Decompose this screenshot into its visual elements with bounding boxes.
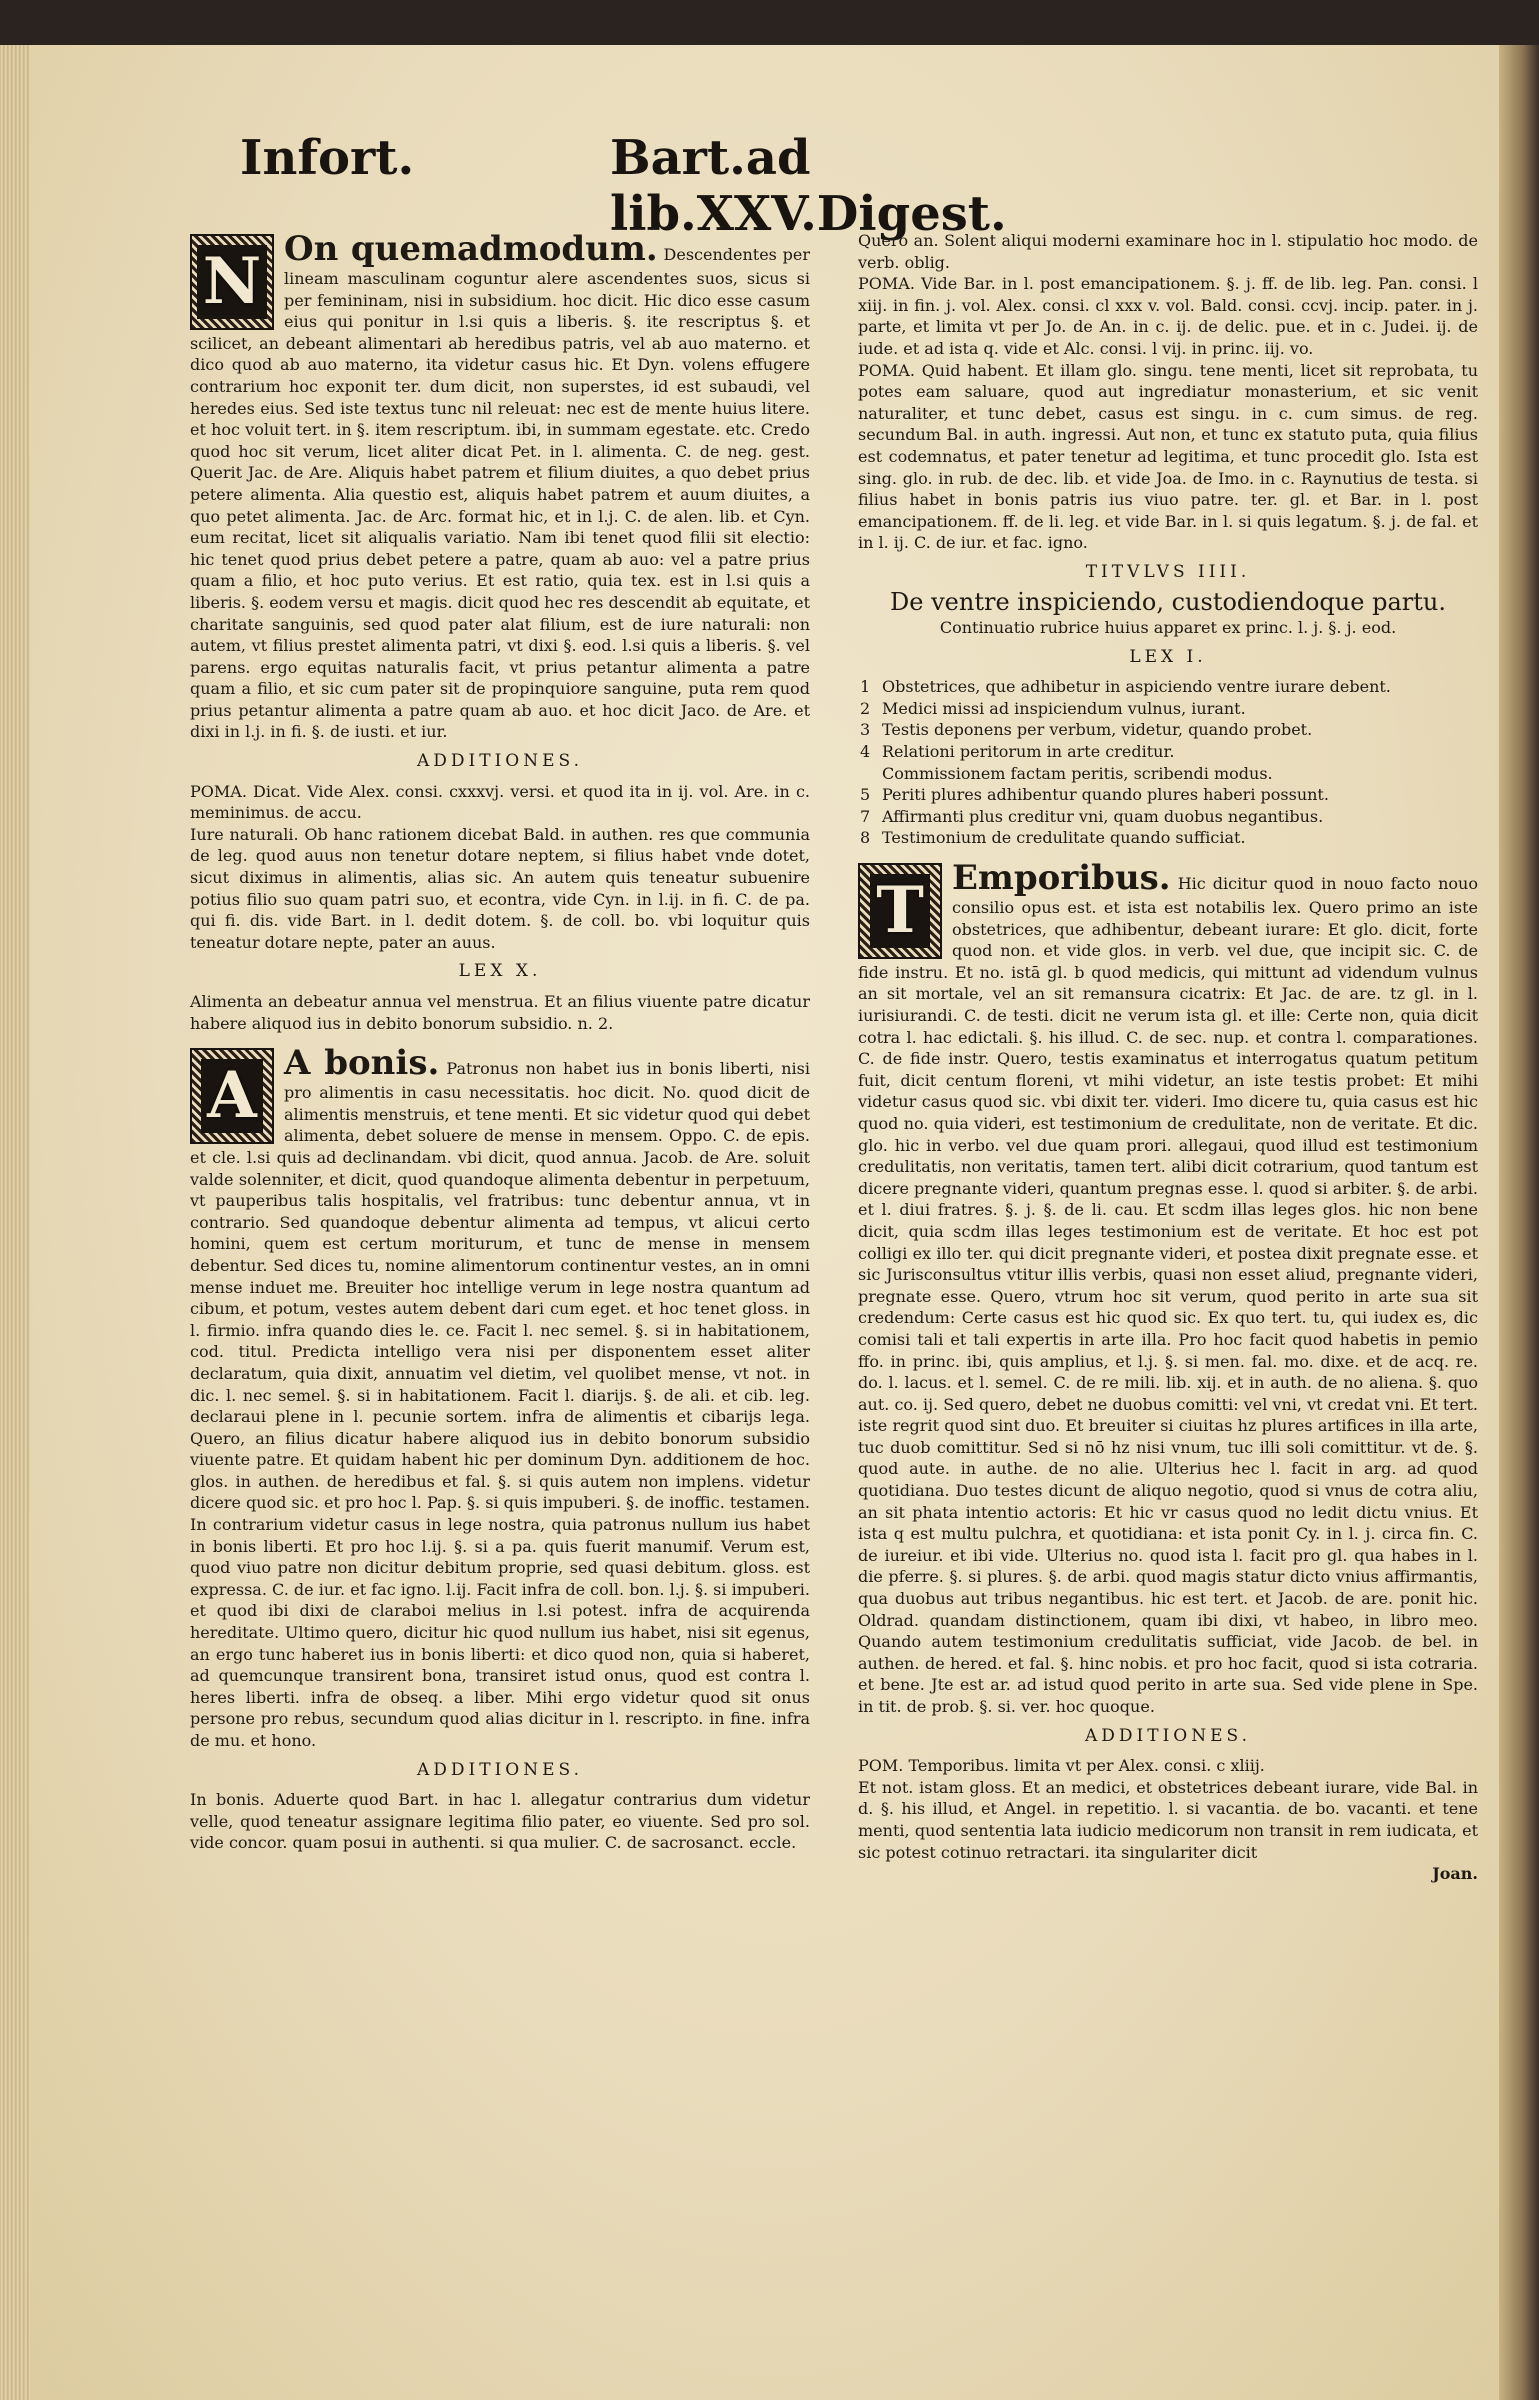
summary-text: Periti plures adhibentur quando plures haberi possunt.: [882, 785, 1329, 805]
incipit-paragraph-3: [858, 859, 1478, 1718]
incipit-word-2: A bonis.: [284, 1043, 440, 1084]
addition-poma-2: POMA. Quid habent. Et illam glo. singu. tene menti, licet sit reprobata, tu potes eam saluare, quod aut ingrediatur monasterium, et sic venit naturaliter, et tunc debet, casus est singu. in c. cum simus. de reg. secundum Bal. in auth. ingressi. Aut non, et tunc ex statuto puta, quia filius est codemnatus, et pater tenetur ad legitima, et tunc procedit glo. Ista est sing. glo. in rub. de dec. lib. et vide Joa. de Imo. in c. Raynutius de testa. si filius habet in bonis patris ius viuo patre. ter. gl. et Bar. in l. post emancipationem. ff. de li. leg. et vide Bar. in l. si quis legatum. §. j. de fal. et in l. ij. C. de iur. et fac. igno.: [858, 360, 1478, 553]
summary-item: [858, 698, 1478, 720]
summary-number: 7: [860, 806, 871, 826]
addition-b-2: Et not. istam gloss. Et an medici, et obstetrices debeant iurare, vide Bal. in d. §. his illud, et Angel. in repetitio. l. si vacantia. de bo. vacanti. et tene menti, quod sententia lata iudicio medicorum non transit in rem iudicata, et sic potest cotinuo retractari. ita singulariter dicit: [858, 1777, 1478, 1862]
addition-b: Iure naturali. Ob hanc rationem dicebat Bald. in authen. res que communia de leg. quod auus non tenetur dotare neptem, si filius habet vnde dotet, sicut diximus in alimentis, alias sic. An autem quis teneatur subuenire potius filio suo quam patri suo, et econtra, vide Cyn. in l.ij. in fi. C. de pa. qui fi. dis. vide Bart. in l. dedit dotem. §. de coll. bo. vbi loquitur quis teneatur dotare nepte, pater an auus.: [190, 824, 810, 952]
summary-item: [858, 806, 1478, 828]
titulus-number: TITVLVS IIII.: [1085, 561, 1251, 582]
summary-number: 3: [860, 720, 871, 740]
additiones-heading-3: ADDITIONES.: [1085, 1725, 1251, 1746]
summary-item: [858, 784, 1478, 806]
incipit-word: On quemadmodum.: [284, 229, 658, 269]
summary-item: [858, 763, 1478, 785]
addition-a: POMA. Dicat. Vide Alex. consi. cxxxvj. versi. et quod ita in ij. vol. Are. in c. meminimus. de accu.: [190, 781, 810, 823]
right-column: [858, 230, 1478, 2230]
addition-pom: POM. Temporibus. limita vt per Alex. consi. c xliij.: [858, 1756, 1265, 1776]
page-edge-left: [0, 45, 30, 2400]
summary-text: Obstetrices, que adhibetur in aspiciendo ventre iurare debent.: [882, 677, 1391, 697]
summary-text: Affirmanti plus creditur vni, quam duobus negantibus.: [882, 806, 1324, 826]
summary-number: 4: [860, 742, 871, 762]
incipit-paragraph-2: [190, 1044, 810, 1751]
running-header: [240, 130, 1200, 242]
summary-item: [858, 719, 1478, 741]
header-left: Infort.: [240, 130, 415, 186]
addition-c: In bonis. Aduerte quod Bart. in hac l. allegatur contrarius dum videtur velle, quod teneatur assignare legitima filio pater, eo viuente. Sed pro sol. vide concor. quam posui in authenti. si qua mulier. C. de sacrosanct. eccle.: [190, 1790, 810, 1853]
summary-text: Commissionem factam peritis, scribendi modus.: [882, 763, 1273, 783]
dropcap-a: A: [190, 1048, 274, 1144]
summary-text: Relationi peritorum in arte creditur.: [882, 742, 1175, 762]
summary-text: Medici missi ad inspiciendum vulnus, iurant.: [882, 698, 1246, 718]
summary-text: Testis deponens per verbum, videtur, quando probet.: [882, 720, 1313, 740]
summary-number: 2: [860, 698, 871, 718]
continuatio: Continuatio rubrice huius apparet ex princ. l. j. §. j. eod.: [939, 618, 1397, 638]
lex-i-heading: LEX I.: [1129, 646, 1207, 667]
dropcap-n: N: [190, 234, 274, 330]
dropcap-t: T: [858, 863, 942, 959]
left-column: [190, 230, 810, 2230]
addition-poma-1: POMA. Vide Bar. in l. post emancipationem. §. j. ff. de lib. leg. Pan. consi. l xiij. in fin. j. vol. Alex. consi. cl xxx v. vol. Bald. consi. ccvj. incip. pater. in j. parte, et limita vt per Jo. de An. in c. ij. de delic. pue. et in c. Judei. ij. de iude. et ad ista q. vide et Alc. consi. l vij. in princ. iij. vo.: [858, 274, 1478, 358]
titulus-title: De ventre inspiciendo, custodiendoque partu.: [890, 587, 1446, 616]
summary-number: 5: [860, 785, 871, 805]
summary-item: [858, 741, 1478, 763]
commentary-text-3: Hic dicitur quod in nouo facto nouo consilio opus est. et ista est notabilis lex. Quero primo an iste obstetrices, que adhibentur, debeant iurare: Et glo. dicit, forte quod non. et vide glos. in verb. vel due, que incipit sic. C. de fide instru. Et no. istā gl. b quod medicis, qui mittunt ad videndum vulnus an sit mortale, vel an sit remansura cicatrix: Et Jac. de are. tz gl. in l. iurisiurandi. C. de testi. dicit ne verum ista gl. et ille: Certe non, quia dicit cotra l. hac edictali. §. his illud. C. de sec. nup. et contra l. comparationes. C. de fide instr. Quero, testis examinatus et interrogatus quatum petitum fuit, dicit centum floreni, vt mihi videtur, an iste testis probet: Et mihi videtur casus quod sic. vbi dixit ter. videri. Imo dicere tu, quia casus est hic quod no. quia videri, est testimonium de credulitate, non de veritate. Et dic. glo. hic in verbo. vel due quam prori. allegaui, quod illud est testimonium credulitatis, non veritatis, tamen tert. alibi dicit cotrarium, quod tantum est dicere pregnante videri, quantum pregnas esse. l. quod si arbiter. §. de arbi. et l. diui fratres. §. j. §. de li. cau. Et scdm illas leges glos. hic non bene dicit, quia scdm illas leges testimonium est de veritate. Et hoc est pot colligi ex illo ter. qui dicit pregnante videri, et postea dixit pregnate esse. et sic Jurisconsultus vtitur illis verbis, quasi non esset aliud, pregnante videri, pregnate esse. Quero, vtrum hoc sit verum, quod perito in arte sua sit credendum: Certe casus est hic quod sic. Ex quo tert. tu, qui iudex es, dic comisi tali et tali expertis in arte illa. Pro hoc facit quod habetis in pemio ffo. in princ. ibi, quis amplius, et l.j. §. si men. fal. mo. dixe. et de acq. re. do. l. lacus. et l. semel. C. de re mili. lib. xij. et in auth. de no aliena. §. quo aut. co. ij. Sed quero, debet ne duobus comitti: vel vni, vt credat vni. Et tert. iste regrit quod sint duo. Et breuiter si ciuitas hz plures artifices in illa arte, tuc duob comittitur. Sed si nō hz nisi vnum, tuc illi soli comittitur. vt de. §. quod aute. in authe. de no alie. Ulterius hec l. facit in arg. ad quod quotidiana. Duo testes dicunt de aliquo negotio, quod si vnus de cotra aliu, an sit phata intentio actoris: Et hic vr casus quod no ledit dictu vnius. Et ista q est multu pulchra, et quotidiana: et ista ponit Cy. in l. j. circa fin. C. de iureiur. et ibi vide. Ulterius no. quod ista l. facit pro gl. qua habes in l. die pferre. §. si plures. §. de arbi. quod magis statur dicto vnius affirmantis, qua duobus aut tribus negantibus. hic est tert. et Jacob. de are. ponit hic. Oldrad. quandam distinctionem, quam ibi dixi, vt habeo, in libro meo. Quando autem testimonium credulitatis sufficiat, vide Jacob. de bel. in authen. de hered. et fal. §. hinc nobis. et pro hoc facit, quod si ista cotraria. et bene. Jte est ar. ad istud quod perito in arte sua. Sed vide plene in Spe. in tit. de prob. §. si. ver. hoc quoque.: [858, 874, 1478, 1716]
addition-quero: Quero an. Solent aliqui moderni examinare hoc in l. stipulatio hoc modo. de verb. oblig.: [858, 231, 1478, 272]
page-edge-right: [1499, 45, 1539, 2400]
summary-item: [858, 676, 1478, 698]
commentary-text-2: Patronus non habet ius in bonis liberti, nisi pro alimentis in casu necessitatis. hoc dicit. No. quod dicit de alimentis menstruis, et tene menti. Et sic videtur quod qui debet alimenta, debet soluere de mense in mensem. Oppo. C. de epis. et cle. l.si quis ad declinandam. vbi dicit, quod annua. Jacob. de Are. soluit valde solenniter, et dicit, quod quandoque alimenta debentur in perpetuum, vt pauperibus talis hospitalis, vel fratribus: tunc debentur annua, vt in contrario. Sed quandoque debentur alimenta ad tempus, vt alicui certo homini, quem est certum moriturum, et tunc de mense in mensem debentur. Sed dices tu, nomine alimentorum continentur vestes, an in omni mense induet me. Breuiter hoc intellige verum in lege nostra quantum ad cibum, et potum, vestes autem debent dari cum eget. et hoc tenet gloss. in l. firmio. infra quando dies le. ce. Facit l. nec semel. §. si in habitationem, cod. titul. Predicta intelligo vera nisi per disponentem esset aliter declaratum, quia dixit, annuatim vel dietim, vel quolibet mense, vt not. in dic. l. nec semel. §. si in habitationem. Facit l. diarijs. §. de ali. et cib. leg. declaraui plene in l. pecunie sortem. infra de alimentis et cibarijs lega. Quero, an filius dicatur habere aliquod ius in debito bonorum subsidio viuente patre. Et quidam habent hic per dominum Dyn. additionem de hoc. glos. in authen. de heredibus et fal. §. si quis autem non implens. videtur dicere quod sic. et pro hoc l. Pap. §. si quis impuberi. §. de inoffic. testamen. In contrarium videtur casus in lege nostra, quia patronus nullum ius habet in bonis liberti. Et pro hoc l.ij. §. si a pa. quis fuerit manumif. Verum est, quod viuo patre non dicitur debitum proprie, sed quasi debitum. gloss. est expressa. C. de iur. et fac igno. l.ij. Facit infra de coll. bon. l.j. §. si impuberi. et quod ibi dixi de claraboi melius in l.si potest. infra de acquirenda hereditate. Ultimo quero, dicitur hic quod nullum ius habet, nisi sit egenus, an ergo tunc haberet ius in bonis liberti: et dico quod non, quia si haberet, ad quemcunque transirent bona, transiret istud onus, quod est contra l. heres liberti. infra de obseq. a liber. Mihi ergo videtur quod sit onus persone pro rebus, secundum quod alias dicitur in l. rescripto. in fine. infra de mu. et hono.: [190, 1059, 810, 1750]
summary-item: [858, 827, 1478, 849]
lex-summary: Alimenta an debeatur annua vel menstrua. Et an filius viuente patre dicatur habere aliquod ius in debito bonorum subsidio. n. 2.: [190, 992, 810, 1033]
catchword: Joan.: [1432, 1864, 1478, 1884]
book-page: [0, 45, 1539, 2400]
additiones-heading: ADDITIONES.: [417, 751, 583, 772]
incipit-word-3: Emporibus.: [952, 858, 1171, 899]
lex-heading: LEX X.: [458, 961, 542, 982]
additiones-heading-2: ADDITIONES.: [417, 1759, 583, 1780]
summary-text: Testimonium de credulitate quando sufficiat.: [882, 828, 1246, 848]
commentary-text: Descendentes per lineam masculinam coguntur alere ascendentes suos, sicus si per femininam, nisi in subsidium. hoc dicit. Hic dico esse casum eius qui ponitur in l.si quis a liberis. §. ite rescriptus §. et scilicet, an debeant alimentari ab heredibus patris, vel ab auo materno. et dico quod ab auo materno, ita videtur casus hic. Et Dyn. volens effugere contrarium hoc exponit ter. dum dicit, non superstes, id est subaudi, vel heredes eius. Sed iste textus tunc nil releuat: nec est de mente huius litere. et hoc voluit tert. in §. item rescriptum. ibi, in summam egestate. etc. Credo quod hoc sit verum, licet aliter dicat Pet. in l. alimenta. C. de neg. gest. Querit Jac. de Are. Aliquis habet patrem et filium diuites, a quo debet prius petere alimenta. Alia questio est, aliquis habet patrem et auum diuites, a quo petet alimenta. Jac. de Arc. format hic, et in l.j. C. de alen. lib. et Cyn. eum recitat, licet sit aliqualis variatio. Nam ibi tenet quod filii sit electio: hic tenet quod prius debet petere a patre, quam ab auo: vel a patre prius quam a filio, et hoc puto verius. Et est ratio, quia tex. est in l.si quis a liberis. §. eodem versu et magis. dicit quod hec res descendit ab equitate, et charitate sanguinis, sed quod pater alat filium, est de iure naturali: non autem, vt filius prestet alimenta patri, vt dixi §. eod. l.si quis a liberis. §. vel parens. ergo equitas naturalis facit, vt prius petantur alimenta a patre quam a filio, et sic cum pater sit de propinquiore sanguine, puta rem quod prius petantur alimenta a patre quam ab auo. et hoc dicit Jaco. de Are. et dixi in l.j. in fi. §. de iusti. et iur.: [190, 245, 811, 742]
summary-list: [858, 676, 1478, 849]
incipit-paragraph: [190, 230, 810, 743]
summary-number: 8: [860, 828, 871, 848]
header-right: Bart.ad lib.XXV.Digest.: [610, 130, 1007, 242]
summary-number: 1: [860, 677, 871, 697]
